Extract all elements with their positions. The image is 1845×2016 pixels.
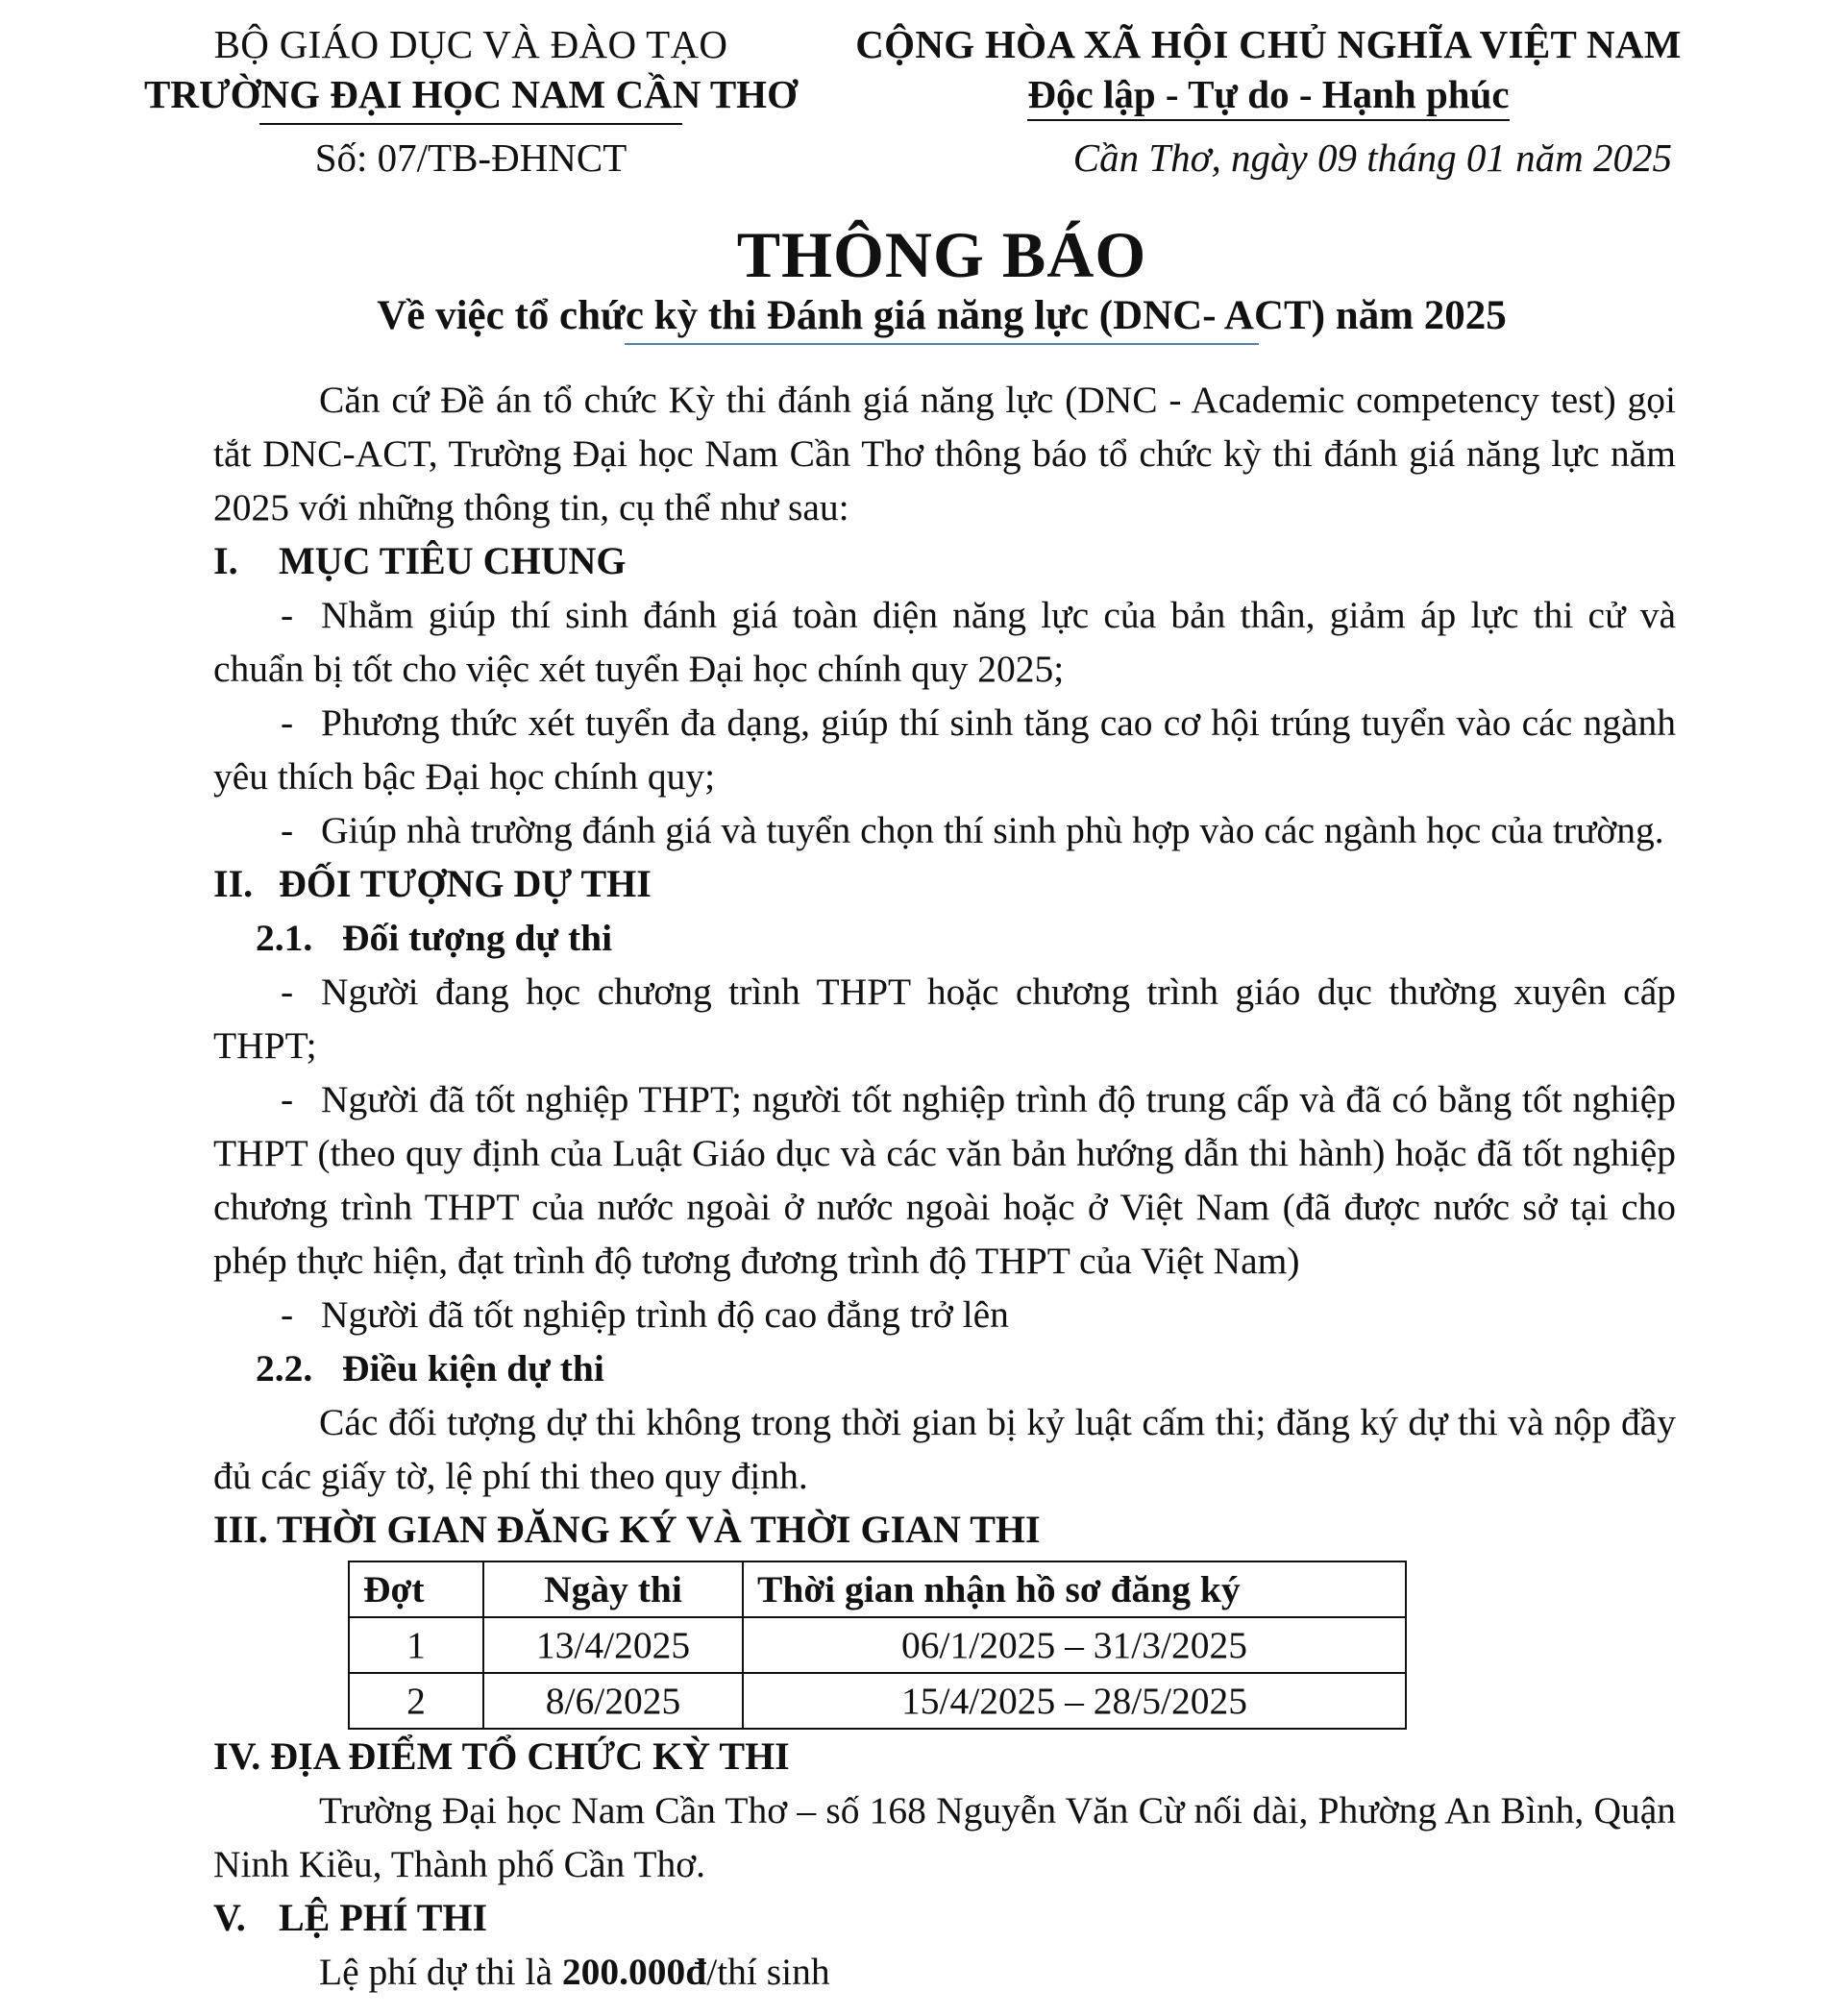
document-number: Số: 07/TB-ĐHNCT — [314, 135, 627, 180]
table-cell-exam-date: 8/6/2025 — [483, 1673, 743, 1729]
table-header-row — [349, 1561, 1406, 1617]
university-name: TRƯỜNG ĐẠI HỌC NAM CẦN THƠ — [144, 72, 798, 116]
section-3-heading: III. THỜI GIAN ĐĂNG KÝ VÀ THỜI GIAN THI — [213, 1508, 1041, 1551]
list-item — [213, 1072, 1676, 1288]
subsection-number: 2.2. — [256, 1347, 313, 1389]
subsection-title: Điều kiện dự thi — [342, 1347, 604, 1389]
list-item-text: Người đã tốt nghiệp trình độ cao đẳng trở lên — [321, 1293, 1009, 1336]
ministry-name: BỘ GIÁO DỤC VÀ ĐÀO TẠO — [213, 22, 728, 66]
dash-marker: - — [281, 1293, 294, 1336]
section-title: MỤC TIÊU CHUNG — [279, 539, 627, 582]
subsection-2-2-heading — [213, 1341, 1676, 1395]
dash-marker: - — [281, 594, 294, 636]
fee-amount: 200.000đ — [561, 1951, 707, 1993]
list-item-text: Người đã tốt nghiệp THPT; người tốt nghiệp trình độ trung cấp và đã có bằng tốt nghiệp THPT (theo quy định của Luật Giáo dục và các văn bản hướng dẫn thi hành) hoặc đã tốt nghiệp chương trình THPT của nước ngoài ở nước ngoài hoặc ở Việt Nam (đã được nước sở tại cho phép thực hiện, đạt trình độ tương đương trình độ THPT của Việt Nam) — [213, 1078, 1676, 1282]
column-header-registration-period: Thời gian nhận hồ sơ đăng ký — [743, 1561, 1406, 1617]
section-1-heading — [213, 534, 1676, 588]
header-divider — [259, 123, 682, 125]
document-title: THÔNG BÁO — [736, 218, 1147, 291]
column-header-exam-date: Ngày thi — [483, 1561, 743, 1617]
list-item — [213, 965, 1676, 1072]
subsection-2-1-heading — [213, 911, 1676, 965]
subsection-number: 2.1. — [256, 917, 313, 959]
list-item — [213, 1288, 1676, 1341]
national-title: CỘNG HÒA XÃ HỘI CHỦ NGHĨA VIỆT NAM — [855, 22, 1682, 66]
table-cell-round: 1 — [349, 1617, 483, 1673]
table-row — [349, 1617, 1406, 1673]
section-title: ĐỐI TƯỢNG DỰ THI — [279, 862, 652, 905]
document-date: Cần Thơ, ngày 09 tháng 01 năm 2025 — [1072, 135, 1672, 180]
dash-marker: - — [281, 701, 294, 744]
fee-suffix: /thí sinh — [706, 1951, 830, 1993]
dash-marker: - — [281, 971, 294, 1013]
column-header-round: Đợt — [349, 1561, 483, 1617]
document-body — [213, 373, 1676, 1999]
section-5-heading — [213, 1891, 1676, 1945]
header-national — [846, 19, 1691, 121]
schedule-table — [348, 1561, 1407, 1730]
document-subtitle: Về việc tổ chức kỳ thi Đánh giá năng lực (DNC- ACT) năm 2025 — [377, 293, 1507, 338]
section-number: I. — [213, 539, 238, 582]
dash-marker: - — [281, 1078, 294, 1120]
table-cell-exam-date: 13/4/2025 — [483, 1617, 743, 1673]
table-row — [349, 1673, 1406, 1729]
section-title: LỆ PHÍ THI — [279, 1896, 488, 1939]
table-cell-round: 2 — [349, 1673, 483, 1729]
header-organization — [144, 19, 798, 125]
fee-prefix: Lệ phí dự thi là — [319, 1951, 562, 1993]
intro-paragraph: Căn cứ Đề án tổ chức Kỳ thi đánh giá năng lực (DNC - Academic competency test) gọi tắt DNC-ACT, Trường Đại học Nam Cần Thơ thông báo tổ chức kỳ thi đánh giá năng lực năm 2025 với những thông tin, cụ thể như sau: — [213, 379, 1676, 529]
subsection-title: Đối tượng dự thi — [342, 917, 613, 959]
list-item-text: Nhằm giúp thí sinh đánh giá toàn diện năng lực của bản thân, giảm áp lực thi cử và chuẩn bị tốt cho việc xét tuyển Đại học chính quy 2025; — [213, 594, 1676, 690]
section-number: V. — [213, 1896, 246, 1939]
section-2-heading — [213, 857, 1676, 911]
list-item — [213, 803, 1676, 857]
section-4-heading: IV. ĐỊA ĐIỂM TỔ CHỨC KỲ THI — [213, 1734, 790, 1778]
list-item-text: Phương thức xét tuyển đa dạng, giúp thí sinh tăng cao cơ hội trúng tuyển vào các ngành yêu thích bậc Đại học chính quy; — [213, 701, 1676, 798]
schedule-table-wrapper — [348, 1561, 1676, 1730]
list-item — [213, 696, 1676, 803]
fee-paragraph — [213, 1945, 1676, 1999]
list-item-text: Người đang học chương trình THPT hoặc chương trình giáo dục thường xuyên cấp THPT; — [213, 971, 1676, 1067]
section-number: II. — [213, 862, 254, 905]
list-item — [213, 588, 1676, 696]
dash-marker: - — [281, 809, 294, 851]
eligibility-paragraph: Các đối tượng dự thi không trong thời gian bị kỷ luật cấm thi; đăng ký dự thi và nộp đầy đủ các giấy tờ, lệ phí thi theo quy định. — [213, 1401, 1676, 1497]
subtitle-divider — [625, 343, 1259, 345]
table-cell-registration-period: 15/4/2025 – 28/5/2025 — [743, 1673, 1406, 1729]
table-cell-registration-period: 06/1/2025 – 31/3/2025 — [743, 1617, 1406, 1673]
national-motto: Độc lập - Tự do - Hạnh phúc — [1027, 69, 1509, 121]
list-item-text: Giúp nhà trường đánh giá và tuyển chọn thí sinh phù hợp vào các ngành học của trường. — [321, 809, 1664, 851]
venue-paragraph: Trường Đại học Nam Cần Thơ – số 168 Nguyễn Văn Cừ nối dài, Phường An Bình, Quận Ninh Kiều, Thành phố Cần Thơ. — [213, 1789, 1676, 1885]
